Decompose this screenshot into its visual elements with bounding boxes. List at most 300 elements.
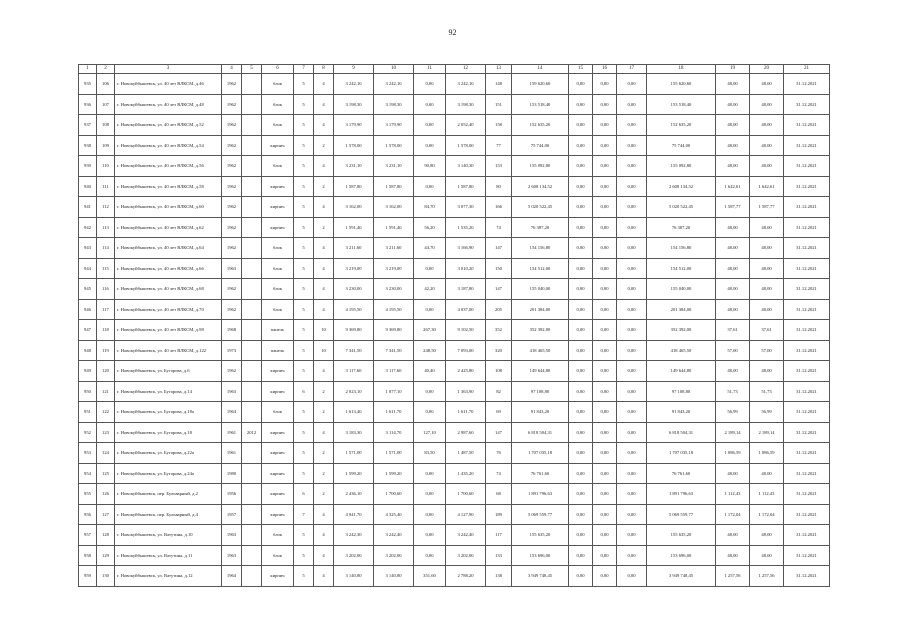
table-cell: 0,00 xyxy=(617,258,647,279)
table-cell: 1962 xyxy=(222,74,242,95)
table-cell: 5 xyxy=(294,340,314,361)
table-cell: 56,20 xyxy=(414,217,446,238)
table-cell: 1973 xyxy=(222,340,242,361)
table-cell: 3 202,00 xyxy=(334,545,374,566)
table-cell: 3 949 748,45 xyxy=(512,566,569,587)
table-cell: 2 788,20 xyxy=(446,566,486,587)
table-cell: 75 744,00 xyxy=(647,135,716,156)
table-cell: 155 092,80 xyxy=(647,156,716,177)
table-cell: 31.12.2021 xyxy=(784,545,830,566)
table-cell: 201 384,00 xyxy=(512,299,569,320)
table-cell xyxy=(242,566,262,587)
table-cell: 125 xyxy=(97,463,115,484)
table-cell: 0,00 xyxy=(569,525,593,546)
table-cell: блок xyxy=(262,74,294,95)
table-cell: 940 xyxy=(79,176,97,197)
table-cell: 3 117,60 xyxy=(374,361,414,382)
table-cell: 154 156,80 xyxy=(512,238,569,259)
table-cell: 1962 xyxy=(222,299,242,320)
table-cell: 3 198,30 xyxy=(446,94,486,115)
table-cell: 0,00 xyxy=(593,422,617,443)
table-cell: 31.12.2021 xyxy=(784,94,830,115)
table-cell: 5 020 522,45 xyxy=(512,197,569,218)
table-cell xyxy=(242,504,262,525)
table-cell: 6 818 504,31 xyxy=(647,422,716,443)
table-cell: 37,61 xyxy=(750,320,784,341)
table-cell: 1 877,10 xyxy=(374,381,414,402)
table-cell: 3 219,00 xyxy=(374,258,414,279)
table-cell: 1 599,20 xyxy=(334,463,374,484)
table-cell: 1 591,40 xyxy=(374,217,414,238)
table-cell: 31.12.2021 xyxy=(784,258,830,279)
table-cell: 0,00 xyxy=(569,217,593,238)
table-cell: 48,00 xyxy=(750,258,784,279)
table-cell: 1964 xyxy=(222,566,242,587)
address-cell: г. Новокуйбышевск, ул. 40 лет ВЛКСМ, д.64 xyxy=(115,238,222,259)
table-cell: 1 086,59 xyxy=(716,443,750,464)
table-cell: 127 xyxy=(97,504,115,525)
table-cell: 957 xyxy=(79,525,97,546)
table-cell: 1 891 796,63 xyxy=(512,484,569,505)
table-cell: 76 761,60 xyxy=(647,463,716,484)
table-cell: 91 843,20 xyxy=(512,402,569,423)
table-cell: 117 xyxy=(97,299,115,320)
table-cell: 48,00 xyxy=(716,258,750,279)
table-cell: 4 xyxy=(314,504,334,525)
table-cell: 48,00 xyxy=(750,115,784,136)
address-cell: г. Новокуйбышевск, пер. Бульварный, д.4 xyxy=(115,504,222,525)
table-cell: 31.12.2021 xyxy=(784,74,830,95)
table-cell: 4 037,00 xyxy=(446,299,486,320)
table-cell: 69 xyxy=(486,402,512,423)
table-cell: 0,00 xyxy=(617,545,647,566)
table-row xyxy=(79,463,830,484)
table-cell: 3 231,10 xyxy=(334,156,374,177)
table-cell: 1963 xyxy=(222,525,242,546)
address-cell: г. Новокуйбышевск, ул. Ватутина, д.12 xyxy=(115,566,222,587)
table-cell: 48,00 xyxy=(716,545,750,566)
table-cell: 5 xyxy=(294,320,314,341)
table-cell: 4 xyxy=(314,299,334,320)
table-cell: 2 xyxy=(314,135,334,156)
table-cell: 1962 xyxy=(222,135,242,156)
table-row xyxy=(79,238,830,259)
table-cell: 148 xyxy=(486,74,512,95)
table-cell: блок xyxy=(262,545,294,566)
table-cell: 3 162,00 xyxy=(374,197,414,218)
column-number-cell: 4 xyxy=(222,65,242,74)
table-cell xyxy=(242,94,262,115)
table-cell: 74 xyxy=(486,463,512,484)
table-cell: 0,00 xyxy=(569,422,593,443)
table-cell: 3 242,10 xyxy=(374,74,414,95)
table-cell: 1963 xyxy=(222,545,242,566)
table-cell: 0,00 xyxy=(569,381,593,402)
table-cell: 0,00 xyxy=(593,156,617,177)
address-cell: г. Новокуйбышевск, ул. 40 лет ВЛКСМ, д.98 xyxy=(115,320,222,341)
table-cell: 1 591,40 xyxy=(334,217,374,238)
table-cell: 0,00 xyxy=(617,156,647,177)
table-cell: 941 xyxy=(79,197,97,218)
table-cell: 127,10 xyxy=(414,422,446,443)
table-cell: 2 xyxy=(314,381,334,402)
table-cell: 130 xyxy=(97,566,115,587)
table-cell: 352 xyxy=(486,320,512,341)
table-cell: 5 xyxy=(294,197,314,218)
table-cell: 2 189,14 xyxy=(716,422,750,443)
table-cell: 937 xyxy=(79,115,97,136)
table-cell: 0,00 xyxy=(593,545,617,566)
table-cell: 153 xyxy=(486,156,512,177)
table-cell: 0,00 xyxy=(569,504,593,525)
page-number: 92 xyxy=(448,28,457,37)
table-cell: 76 387,20 xyxy=(512,217,569,238)
table-cell: 1 086,59 xyxy=(750,443,784,464)
address-cell: г. Новокуйбышевск, ул. 40 лет ВЛКСМ, д.58 xyxy=(115,176,222,197)
table-cell: 48,00 xyxy=(750,238,784,259)
table-cell: 2 436,10 xyxy=(334,484,374,505)
table-cell: 0,00 xyxy=(593,525,617,546)
table-cell: 42,20 xyxy=(414,279,446,300)
table-cell: 77 xyxy=(486,135,512,156)
table-cell: 953 xyxy=(79,443,97,464)
table-cell: 2 052,40 xyxy=(446,115,486,136)
table-cell: 3 077,30 xyxy=(446,197,486,218)
table-cell: 133 xyxy=(486,545,512,566)
table-row xyxy=(79,320,830,341)
table-row xyxy=(79,340,830,361)
table-cell: 121 xyxy=(97,381,115,402)
table-cell: 948 xyxy=(79,340,97,361)
table-cell: 4 xyxy=(314,94,334,115)
table-row xyxy=(79,217,830,238)
table-cell: 120 xyxy=(97,361,115,382)
table-cell: 48,00 xyxy=(716,463,750,484)
table-cell: 31.12.2021 xyxy=(784,504,830,525)
table-cell: 7 341,50 xyxy=(334,340,374,361)
table-cell: кирпич xyxy=(262,463,294,484)
table-cell: 10 xyxy=(314,340,334,361)
table-cell: 949 xyxy=(79,361,97,382)
table-cell: 31.12.2021 xyxy=(784,197,830,218)
table-cell: блок xyxy=(262,402,294,423)
table-cell: 3 117,60 xyxy=(334,361,374,382)
address-cell: г. Новокуйбышевск, ул. Ватутина, д.10 xyxy=(115,525,222,546)
table-cell: 2 608 134,52 xyxy=(647,176,716,197)
table-cell: 2012 xyxy=(242,422,262,443)
address-cell: г. Новокуйбышевск, ул. Бугарова, д.24а xyxy=(115,463,222,484)
table-cell: 1961 xyxy=(222,443,242,464)
table-cell: 0,00 xyxy=(593,197,617,218)
address-cell: г. Новокуйбышевск, ул. Бугарова, д.14 xyxy=(115,381,222,402)
table-cell: 1 587,80 xyxy=(446,176,486,197)
table-cell: 0,00 xyxy=(593,176,617,197)
table-cell: 0,00 xyxy=(593,279,617,300)
table-cell: 31.12.2021 xyxy=(784,463,830,484)
table-cell: 1961 xyxy=(222,422,242,443)
table-cell: 9 102,50 xyxy=(446,320,486,341)
table-cell: 0,00 xyxy=(593,135,617,156)
table-cell: 3 140,80 xyxy=(374,566,414,587)
table-cell: 952 xyxy=(79,422,97,443)
table-row xyxy=(79,135,830,156)
column-number-cell: 18 xyxy=(647,65,716,74)
table-cell: 153 518,40 xyxy=(647,94,716,115)
table-cell: 159 620,60 xyxy=(512,74,569,95)
table-cell: 7 341,50 xyxy=(374,340,414,361)
table-cell: 1964 xyxy=(222,402,242,423)
table-cell: 0,00 xyxy=(617,320,647,341)
table-cell: 0,00 xyxy=(414,258,446,279)
table-cell xyxy=(242,156,262,177)
table-cell: 5 xyxy=(294,402,314,423)
table-cell: 1 700,60 xyxy=(374,484,414,505)
table-cell xyxy=(242,484,262,505)
table-cell: 122 xyxy=(97,402,115,423)
table-cell xyxy=(242,463,262,484)
table-cell: 31.12.2021 xyxy=(784,381,830,402)
table-cell: кирпич xyxy=(262,176,294,197)
table-cell: 151 xyxy=(486,94,512,115)
table-cell: 5 xyxy=(294,361,314,382)
address-cell: г. Новокуйбышевск, ул. 40 лет ВЛКСМ, д.70 xyxy=(115,299,222,320)
table-cell: 3 140,80 xyxy=(334,566,374,587)
table-cell: 83,50 xyxy=(414,443,446,464)
table-cell: 48,00 xyxy=(716,361,750,382)
table-cell: 947 xyxy=(79,320,97,341)
table-cell: 108 xyxy=(486,361,512,382)
table-cell: 0,00 xyxy=(414,115,446,136)
table-cell: 48,00 xyxy=(750,156,784,177)
table-cell: 5 xyxy=(294,258,314,279)
table-cell: 138 xyxy=(486,566,512,587)
column-number-cell: 3 xyxy=(115,65,222,74)
address-cell: г. Новокуйбышевск, ул. 40 лет ВЛКСМ, д.66 xyxy=(115,258,222,279)
table-cell: 1 257,56 xyxy=(750,566,784,587)
table-cell: 205 xyxy=(486,299,512,320)
address-cell: г. Новокуйбышевск, ул. 40 лет ВЛКСМ, д.48 xyxy=(115,94,222,115)
table-cell: 958 xyxy=(79,545,97,566)
table-cell: 48,00 xyxy=(716,156,750,177)
table-cell: 91 843,20 xyxy=(647,402,716,423)
table-cell: 956 xyxy=(79,504,97,525)
column-number-row xyxy=(79,65,830,74)
table-cell: 48,00 xyxy=(716,238,750,259)
table-cell: 48,00 xyxy=(750,545,784,566)
table-cell: 3 242,10 xyxy=(334,74,374,95)
table-cell: 155 040,00 xyxy=(512,279,569,300)
table-cell: 154 512,00 xyxy=(647,258,716,279)
table-cell: 938 xyxy=(79,135,97,156)
table-cell: 2 xyxy=(314,402,334,423)
table-cell: 5 xyxy=(294,443,314,464)
table-cell xyxy=(242,74,262,95)
table-cell: 955 xyxy=(79,484,97,505)
table-cell: 0,00 xyxy=(593,484,617,505)
table-cell: 201 384,00 xyxy=(647,299,716,320)
table-cell: 5 xyxy=(294,299,314,320)
table-cell: 0,00 xyxy=(569,463,593,484)
column-number-cell: 21 xyxy=(784,65,830,74)
table-row xyxy=(79,176,830,197)
table-cell: 31.12.2021 xyxy=(784,361,830,382)
table-cell: 31.12.2021 xyxy=(784,176,830,197)
table-cell: 3 230,00 xyxy=(374,279,414,300)
table-cell: 2 xyxy=(314,443,334,464)
table-row xyxy=(79,545,830,566)
table-cell: блок xyxy=(262,279,294,300)
table-cell: 0,00 xyxy=(569,94,593,115)
table-cell: 418 465,50 xyxy=(512,340,569,361)
column-number-cell: 12 xyxy=(446,65,486,74)
table-cell: 1 587,77 xyxy=(716,197,750,218)
table-cell: 31.12.2021 xyxy=(784,340,830,361)
table-cell: 4 195,50 xyxy=(374,299,414,320)
table-cell: 51,73 xyxy=(750,381,784,402)
table-row xyxy=(79,156,830,177)
table-cell: 0,00 xyxy=(593,361,617,382)
table-cell: 9 369,80 xyxy=(334,320,374,341)
table-cell: 0,00 xyxy=(617,238,647,259)
table-row xyxy=(79,443,830,464)
table-cell: 5 xyxy=(294,176,314,197)
table-row xyxy=(79,484,830,505)
table-cell: 1963 xyxy=(222,258,242,279)
table-cell: 80 xyxy=(486,176,512,197)
table-cell xyxy=(242,258,262,279)
table-cell: 3 166,90 xyxy=(446,238,486,259)
table-cell: 31.12.2021 xyxy=(784,135,830,156)
column-number-cell: 11 xyxy=(414,65,446,74)
table-cell: 5 xyxy=(294,74,314,95)
table-cell: 5 xyxy=(294,238,314,259)
table-cell: блок xyxy=(262,525,294,546)
table-cell: 0,00 xyxy=(569,545,593,566)
table-cell: 3 010,20 xyxy=(446,258,486,279)
table-cell: 1957 xyxy=(222,504,242,525)
table-row xyxy=(79,381,830,402)
table-cell: 84,70 xyxy=(414,197,446,218)
table-cell xyxy=(242,135,262,156)
table-cell: 5 020 522,45 xyxy=(647,197,716,218)
housing-register-table xyxy=(78,64,830,587)
table-cell: 5 xyxy=(294,94,314,115)
table-cell: 4 325,40 xyxy=(374,504,414,525)
table-cell: блок xyxy=(262,299,294,320)
table-cell: 31.12.2021 xyxy=(784,320,830,341)
table-cell: 939 xyxy=(79,156,97,177)
table-cell: 4 127,90 xyxy=(446,504,486,525)
table-cell: 3 202,00 xyxy=(446,545,486,566)
table-cell: 1 578,00 xyxy=(334,135,374,156)
address-cell: г. Новокуйбышевск, ул. Бугарова, д.18а xyxy=(115,402,222,423)
table-cell: 0,00 xyxy=(617,484,647,505)
table-cell: 946 xyxy=(79,299,97,320)
table-cell: 352 392,00 xyxy=(512,320,569,341)
table-cell: 1 172,04 xyxy=(716,504,750,525)
table-cell: 0,00 xyxy=(617,135,647,156)
table-row xyxy=(79,299,830,320)
table-cell: 0,00 xyxy=(414,176,446,197)
table-cell: 126 xyxy=(97,484,115,505)
table-cell: 155 092,80 xyxy=(512,156,569,177)
table-cell: 111 xyxy=(97,176,115,197)
table-cell: 5 xyxy=(294,217,314,238)
table-cell: 1 257,56 xyxy=(716,566,750,587)
table-row xyxy=(79,525,830,546)
table-cell: 153 696,00 xyxy=(647,545,716,566)
table-cell: кирпич xyxy=(262,361,294,382)
address-cell: г. Новокуйбышевск, ул. 40 лет ВЛКСМ, д.60 xyxy=(115,197,222,218)
table-cell: 3 183,30 xyxy=(334,422,374,443)
table-cell: 113 xyxy=(97,217,115,238)
table-cell: 90,80 xyxy=(414,156,446,177)
table-row xyxy=(79,566,830,587)
table-cell: 108 xyxy=(97,115,115,136)
table-cell: 48,00 xyxy=(750,279,784,300)
table-cell: 1 599,20 xyxy=(374,463,414,484)
table-cell: 0,00 xyxy=(569,361,593,382)
table-cell: 0,00 xyxy=(593,94,617,115)
table-cell: 9 369,80 xyxy=(374,320,414,341)
table-cell: кирпич xyxy=(262,443,294,464)
table-cell: 6 xyxy=(294,381,314,402)
table-cell: 3 242,30 xyxy=(334,525,374,546)
table-cell: 1 642,61 xyxy=(750,176,784,197)
table-cell xyxy=(242,525,262,546)
table-cell: 0,00 xyxy=(569,402,593,423)
table-cell: 1 587,80 xyxy=(334,176,374,197)
table-cell: 942 xyxy=(79,217,97,238)
table-cell: 149 644,80 xyxy=(647,361,716,382)
table-cell: 106 xyxy=(97,74,115,95)
table-cell: 166 xyxy=(486,197,512,218)
table-cell: 1 587,80 xyxy=(374,176,414,197)
table-cell: 944 xyxy=(79,258,97,279)
table-cell: 112 xyxy=(97,197,115,218)
table-cell: 0,00 xyxy=(593,566,617,587)
table-cell: 0,00 xyxy=(617,176,647,197)
table-cell: 48,00 xyxy=(716,525,750,546)
table-row xyxy=(79,74,830,95)
table-cell xyxy=(242,115,262,136)
table-cell: 0,00 xyxy=(414,402,446,423)
table-row xyxy=(79,197,830,218)
table-cell: 0,00 xyxy=(569,443,593,464)
table-cell: 154 156,80 xyxy=(647,238,716,259)
table-cell: 1 707 035,18 xyxy=(512,443,569,464)
address-cell: г. Новокуйбышевск, ул. 40 лет ВЛКСМ, д.52 xyxy=(115,115,222,136)
table-cell: 150 xyxy=(486,258,512,279)
table-cell: 1962 xyxy=(222,115,242,136)
table-cell: 0,00 xyxy=(617,197,647,218)
table-cell: 116 xyxy=(97,279,115,300)
table-cell: 128 xyxy=(97,525,115,546)
table-cell: 44,70 xyxy=(414,238,446,259)
table-row xyxy=(79,504,830,525)
address-cell: г. Новокуйбышевск, ул. 40 лет ВЛКСМ, д.68 xyxy=(115,279,222,300)
table-cell: 0,00 xyxy=(617,361,647,382)
table-cell: 4 941,70 xyxy=(334,504,374,525)
table-cell: 1 611,70 xyxy=(446,402,486,423)
address-cell: г. Новокуйбышевск, ул. 40 лет ВЛКСМ, д.46 xyxy=(115,74,222,95)
table-cell: 3 140,30 xyxy=(446,156,486,177)
table-cell: 1 578,00 xyxy=(446,135,486,156)
table-cell: 3 211,60 xyxy=(374,238,414,259)
table-cell: 76 xyxy=(486,443,512,464)
table-cell: 0,00 xyxy=(593,299,617,320)
table-cell: 943 xyxy=(79,238,97,259)
